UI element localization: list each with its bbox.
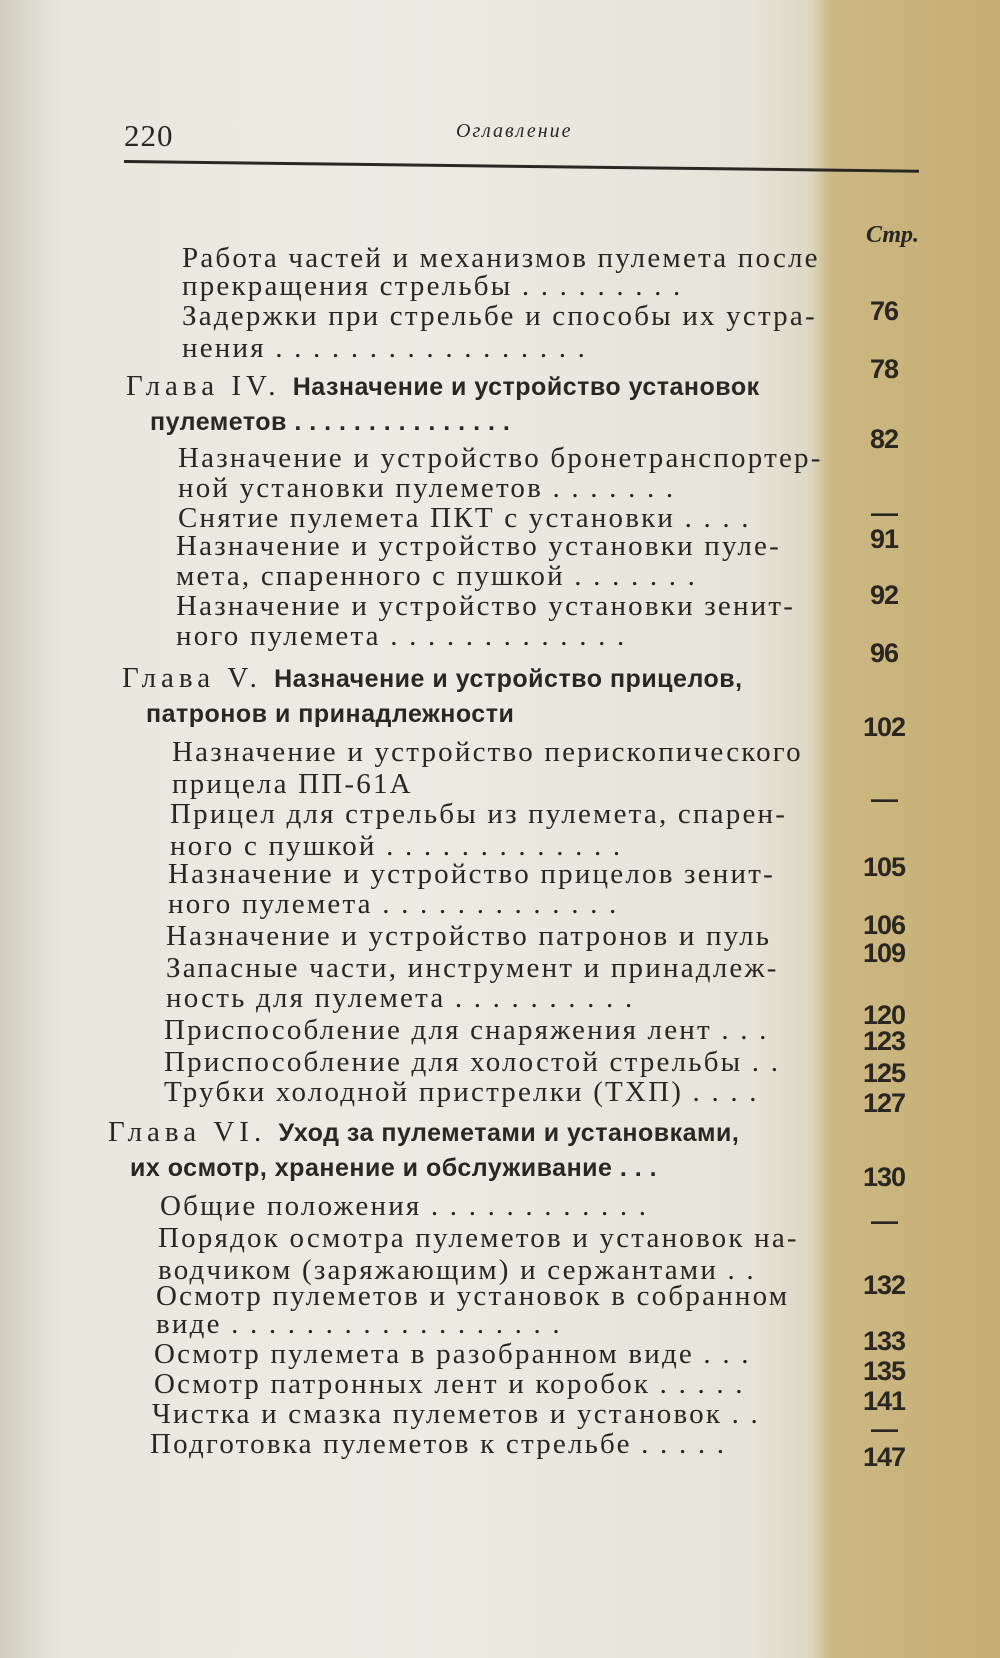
toc-entry-line: Запасные части, инструмент и принадлеж- (166, 952, 779, 984)
page-number: 220 (124, 118, 174, 153)
toc-entry-line: мета, спаренного с пушкой . . . . . . . (176, 560, 698, 592)
toc-entry-line: ного с пушкой . . . . . . . . . . . . . (170, 830, 623, 862)
toc-entry-line: Подготовка пулеметов к стрельбе . . . . . (150, 1428, 727, 1460)
toc-entry-line: Осмотр патронных лент и коробок . . . . . (154, 1368, 745, 1400)
toc-page-number: — (871, 498, 897, 528)
toc-entry-line: ной установки пулеметов . . . . . . . (178, 472, 676, 504)
running-head: Оглавление (456, 120, 573, 142)
toc-page-number: 141 (862, 1386, 906, 1416)
chapter-number: Глава IV. (126, 370, 293, 402)
page-column-label: Стр. (866, 222, 920, 248)
chapter-heading (108, 1114, 739, 1150)
chapter-title-continuation: их осмотр, хранение и обслуживание . . . (130, 1154, 658, 1182)
toc-entry-line: Назначение и устройство патронов и пуль (166, 920, 772, 952)
chapter-title: Назначение и устройство установок (292, 373, 760, 401)
toc-entry-line: ного пулемета . . . . . . . . . . . . . (176, 620, 627, 652)
toc-page-number: — (871, 1414, 897, 1444)
toc-entry-line: Трубки холодной пристрелки (ТХП) . . . . (164, 1076, 759, 1108)
toc-page-number: 130 (862, 1162, 906, 1192)
toc-page-number: 96 (869, 638, 899, 668)
chapter-number: Глава V. (122, 662, 275, 694)
toc-page-number: 76 (869, 296, 899, 326)
toc-entry-line: прекращения стрельбы . . . . . . . . . (182, 270, 683, 302)
toc-entry-line: водчиком (заряжающим) и сержантами . . (158, 1254, 756, 1286)
toc-entry-line: Снятие пулемета ПКТ с установки . . . . (178, 502, 751, 534)
toc-entry-line: Прицел для стрельбы из пулемета, спарен- (170, 798, 788, 830)
toc-page-number: 109 (862, 938, 906, 968)
toc-page-number: 125 (862, 1058, 906, 1088)
toc-entry-line: Работа частей и механизмов пулемета после (182, 242, 820, 274)
toc-page-number: 133 (862, 1326, 906, 1356)
toc-entry-line: Назначение и устройство бронетранспортер- (178, 442, 823, 474)
toc-page-number: 91 (869, 524, 899, 554)
toc-page-number: 102 (862, 712, 906, 742)
toc-entry-line: ность для пулемета . . . . . . . . . . (166, 982, 635, 1014)
toc-page-number: 105 (862, 852, 906, 882)
toc-entry-line: Общие положения . . . . . . . . . . . . (160, 1190, 649, 1222)
toc-entry-line: Назначение и устройство установки пуле- (176, 530, 781, 562)
toc-entry-line: Задержки при стрельбе и способы их устра- (182, 300, 817, 332)
toc-page-number: 120 (862, 1000, 906, 1030)
toc-entry-line: Назначение и устройство прицелов зенит- (168, 858, 775, 890)
toc-entry-line: Приспособление для снаряжения лент . . . (164, 1014, 769, 1046)
chapter-title: Уход за пулеметами и установками, (278, 1119, 740, 1147)
toc-page-number: — (871, 1206, 897, 1236)
toc-entry-line: Чистка и смазка пулеметов и установок . . (152, 1398, 760, 1430)
toc-entry-line: Назначение и устройство установки зенит- (176, 590, 796, 622)
toc-entry-line: Приспособление для холостой стрельбы . . (164, 1046, 781, 1078)
toc-page-number: 147 (862, 1442, 906, 1472)
toc-page-number: 127 (862, 1088, 906, 1118)
chapter-title-continuation: пулеметов . . . . . . . . . . . . . . . (150, 408, 511, 436)
toc-page-number: — (871, 784, 897, 814)
toc-entry-line: ного пулемета . . . . . . . . . . . . . (168, 888, 619, 920)
toc-page-number: 135 (862, 1356, 906, 1386)
toc-entry-line: Осмотр пулемета в разобранном виде . . . (154, 1338, 751, 1370)
toc-page-number: 82 (869, 424, 899, 454)
toc-page-number: 92 (869, 580, 899, 610)
chapter-number: Глава VI. (108, 1116, 279, 1148)
toc-entry-line: Порядок осмотра пулеметов и установок на- (158, 1222, 799, 1254)
toc-page-number: 123 (862, 1026, 906, 1056)
toc-entry-line: Осмотр пулеметов и установок в собранном (156, 1280, 790, 1312)
toc-page-number: 132 (862, 1270, 906, 1300)
chapter-heading (122, 660, 743, 696)
toc-entry-line: Назначение и устройство перископического (172, 736, 803, 768)
toc-entry-line: нения . . . . . . . . . . . . . . . . . (182, 332, 588, 364)
toc-page-number: 78 (869, 354, 899, 384)
chapter-heading (126, 368, 760, 404)
toc-entry-line: виде . . . . . . . . . . . . . . . . . . (156, 1308, 562, 1340)
chapter-title-continuation: патронов и принадлежности (146, 700, 515, 728)
toc-page-number: 106 (862, 910, 906, 940)
chapter-title: Назначение и устройство прицелов, (274, 665, 743, 693)
toc-entry-line: прицела ПП-61А (172, 768, 413, 800)
